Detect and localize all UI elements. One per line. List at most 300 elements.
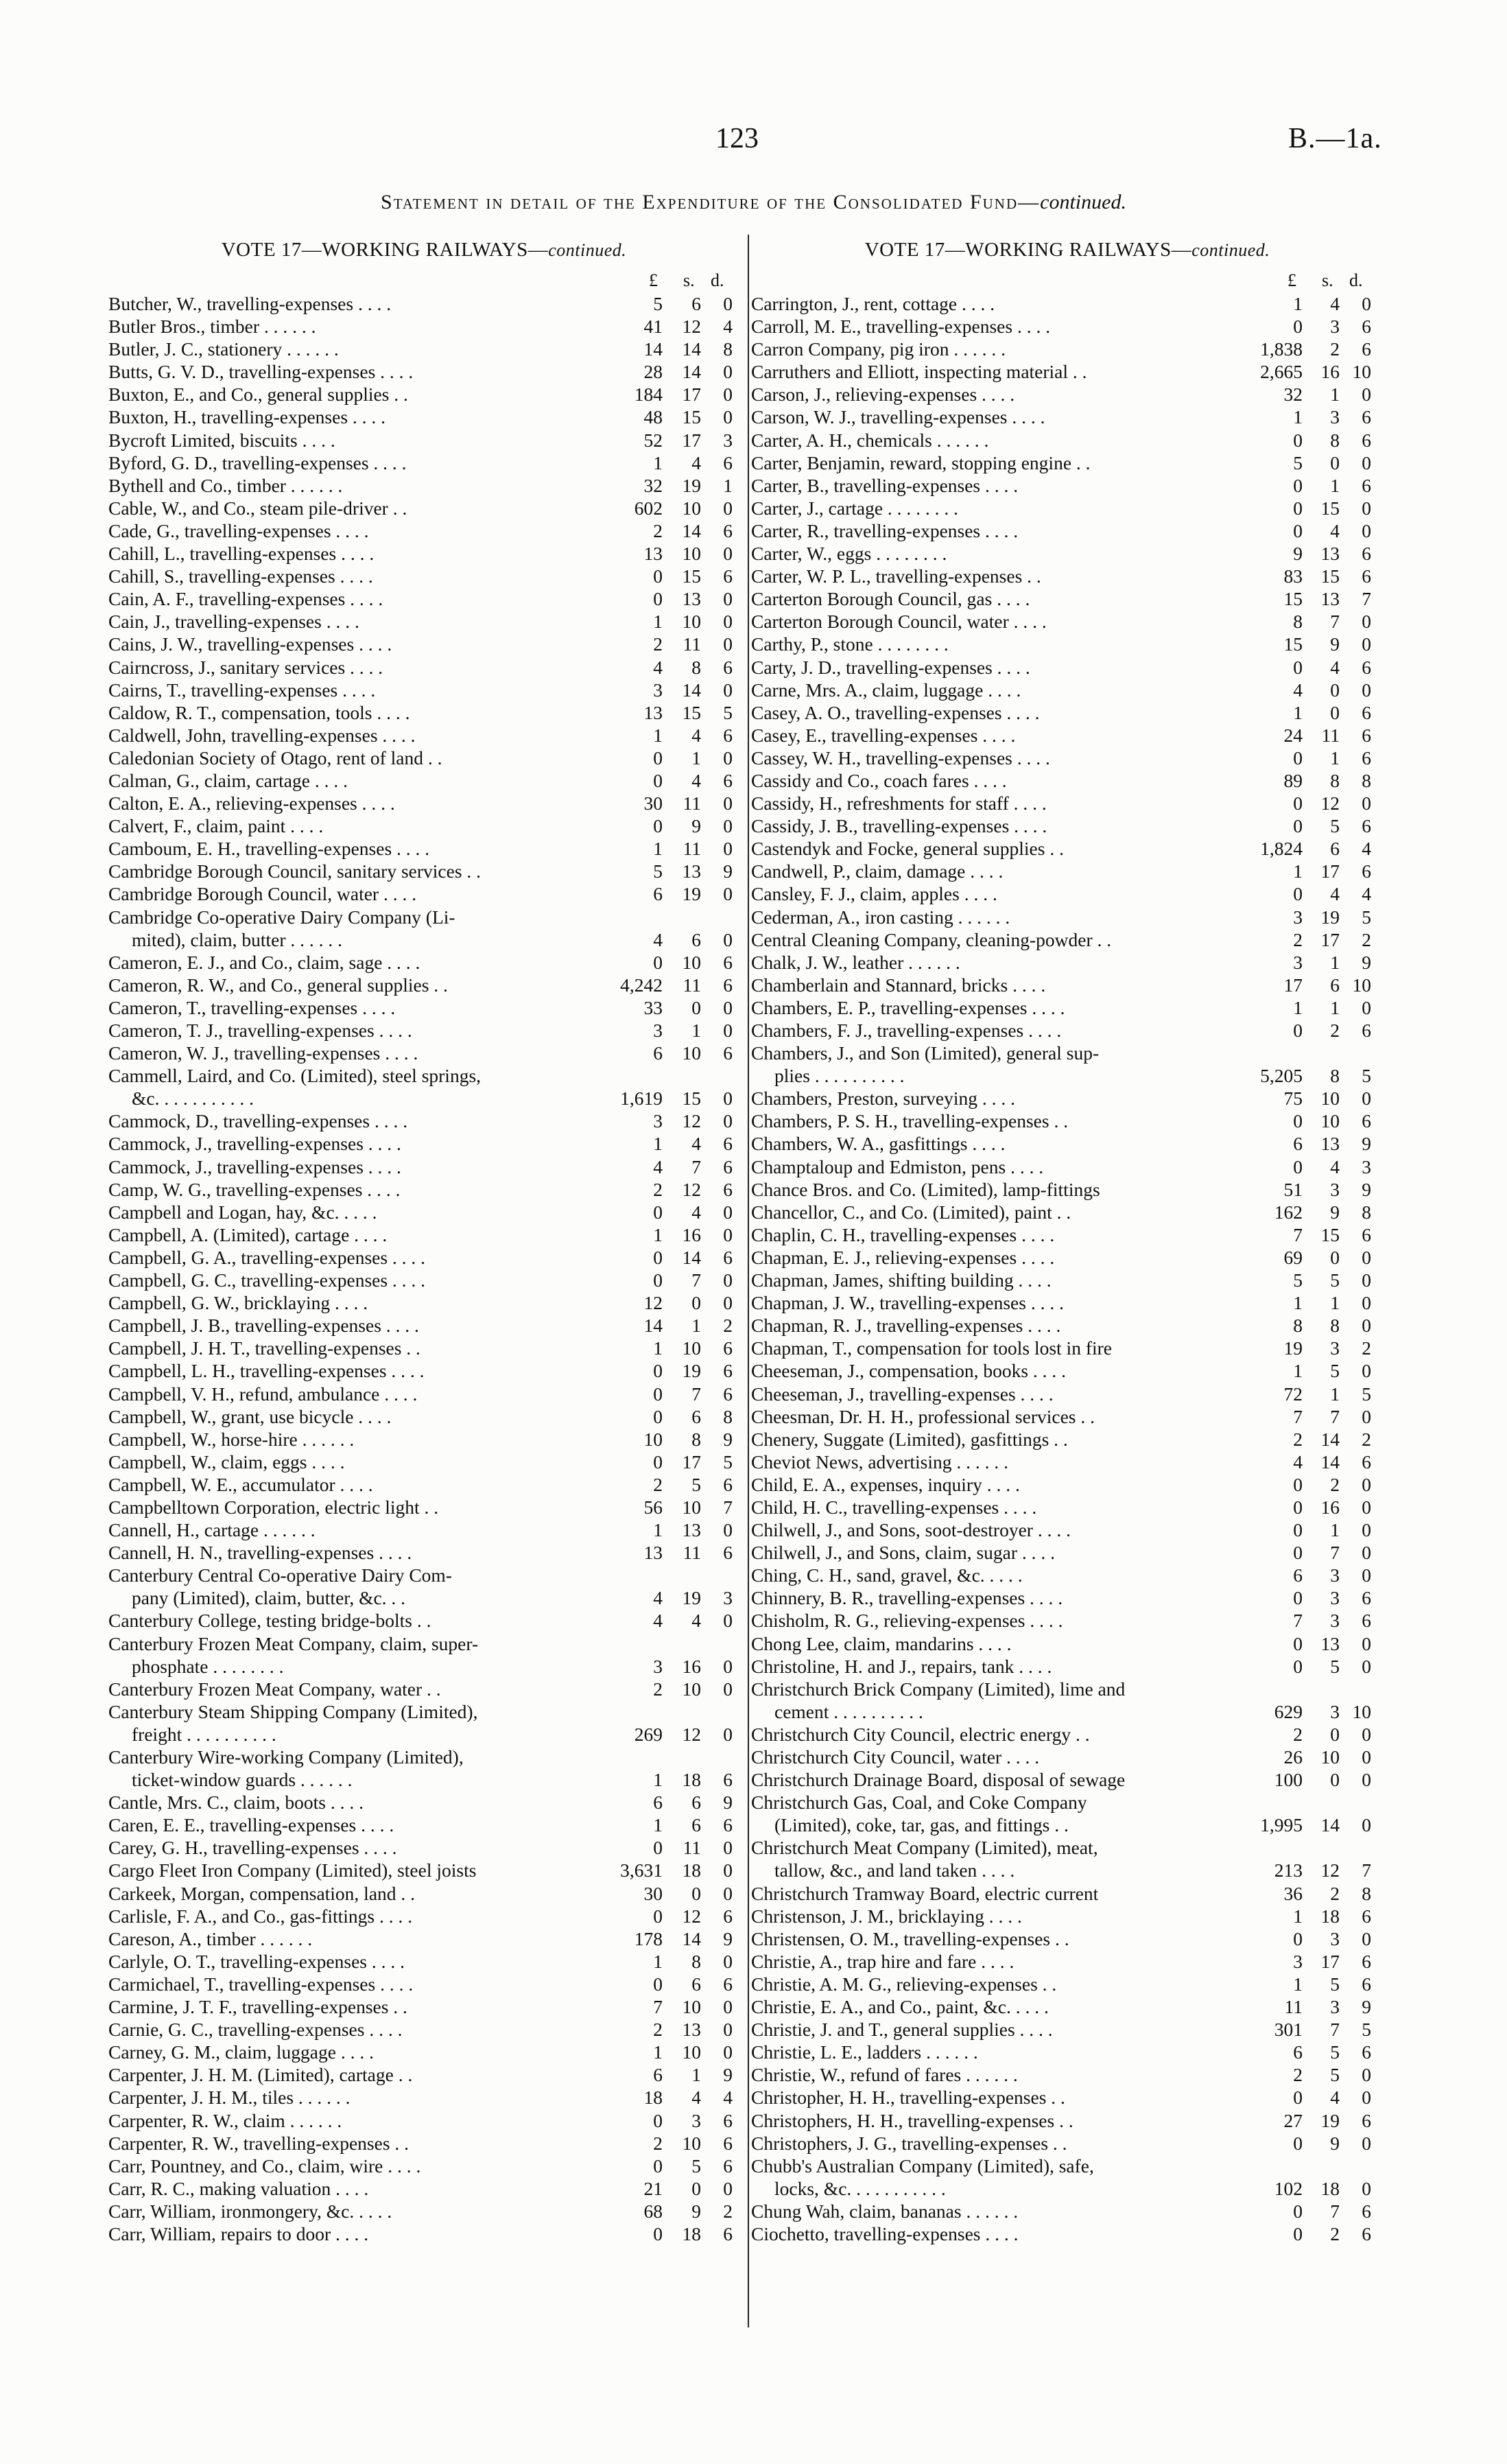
entry-shillings: 11 — [683, 793, 701, 814]
entry-shillings: 1 — [1330, 747, 1340, 768]
entry-description: Cammock, J., travelling-expenses . . . . — [108, 1133, 401, 1155]
entry-description: Byford, G. D., travelling-expenses . . . . — [108, 451, 407, 473]
entry-description: Christchurch Drainage Board, disposal of sewage — [751, 1769, 1126, 1791]
entry-shillings: 18 — [1320, 1905, 1340, 1927]
entry-row — [108, 610, 739, 633]
entry-row — [108, 1655, 739, 1678]
entry-description: Carr, William, ironmongery, &c. . . . . — [108, 2200, 392, 2222]
entry-pence: 6 — [1362, 1905, 1371, 1927]
entry-pounds: 3 — [653, 1020, 663, 1041]
entry-shillings: 4 — [1330, 519, 1340, 541]
entry-description: Chubb's Australian Company (Limited), safe, — [751, 2155, 1094, 2176]
entry-row — [108, 2086, 739, 2109]
entry-pence: 10 — [1352, 361, 1371, 383]
entry-pounds: 0 — [653, 1269, 663, 1291]
entry-row — [751, 1155, 1384, 1178]
entry-pounds: 1 — [653, 1133, 663, 1155]
entry-pounds: 3 — [653, 1110, 663, 1132]
entry-pence: 0 — [1362, 1292, 1371, 1314]
entry-pounds: 13 — [643, 1542, 663, 1564]
entry-pounds: 13 — [643, 543, 663, 565]
entry-description: pany (Limited), claim, butter, &c. . . — [132, 1587, 406, 1609]
entry-pounds: 12 — [643, 1292, 663, 1314]
entry-row — [108, 679, 739, 701]
entry-pounds: 0 — [1293, 2200, 1303, 2222]
entry-pounds: 1 — [1293, 1973, 1303, 1995]
entry-pence: 6 — [1362, 2041, 1371, 2063]
entry-row — [751, 1700, 1384, 1723]
entry-shillings: 4 — [1330, 1155, 1340, 1177]
entry-shillings: 11 — [683, 633, 701, 655]
entry-description: Carron Company, pig iron . . . . . . — [751, 338, 1006, 360]
entry-pence: 2 — [1362, 928, 1371, 950]
entry-shillings: 5 — [1330, 2064, 1340, 2086]
entry-pounds: 1 — [653, 838, 663, 860]
entry-row — [751, 1768, 1384, 1791]
entry-pence: 6 — [1362, 656, 1371, 678]
entry-pence: 6 — [723, 1360, 733, 1382]
entry-pounds: 9 — [1293, 543, 1303, 565]
entry-description: Carson, W. J., travelling-expenses . . . . — [751, 406, 1045, 428]
entry-description: Cassey, W. H., travelling-expenses . . . . — [751, 747, 1050, 768]
entry-pence: 6 — [723, 1042, 733, 1064]
entry-description: Carpenter, J. H. M. (Limited), cartage . . — [108, 2064, 413, 2086]
entry-pounds: 1 — [1293, 1292, 1303, 1314]
entry-shillings: 14 — [1320, 1451, 1340, 1472]
entry-row — [108, 974, 739, 996]
entry-row — [108, 1609, 739, 1632]
entry-description: Cheeseman, J., travelling-expenses . . . . — [751, 1383, 1054, 1405]
entry-pounds: 102 — [1274, 2177, 1303, 2199]
entry-description: Campbell, J. B., travelling-expenses . . . . — [108, 1315, 419, 1337]
entry-description: Child, H. C., travelling-expenses . . . . — [751, 1496, 1037, 1518]
entry-description: locks, &c. . . . . . . . . . . — [774, 2177, 946, 2199]
entry-description: Cassidy, J. B., travelling-expenses . . . . — [751, 815, 1047, 837]
entry-pence: 0 — [723, 1110, 733, 1132]
entry-shillings: 12 — [682, 316, 701, 338]
entry-pence: 6 — [1362, 1451, 1371, 1472]
entry-row — [108, 1042, 739, 1064]
entry-shillings: 3 — [1330, 406, 1340, 428]
entry-shillings: 3 — [1330, 1178, 1340, 1200]
entry-description: Caldwell, John, travelling-expenses . . . . — [108, 724, 416, 746]
entry-pounds: 33 — [643, 996, 663, 1018]
entry-pence: 0 — [723, 2177, 733, 2199]
entry-pence: 9 — [723, 2064, 733, 2086]
entry-shillings: 4 — [691, 1133, 701, 1155]
entry-pence: 6 — [723, 2109, 733, 2131]
entry-description: Campbell, G. C., travelling-expenses . . . . — [108, 1269, 426, 1291]
entry-pounds: 11 — [1284, 1996, 1303, 2018]
entry-description: Canterbury Central Co-operative Dairy Com- — [108, 1564, 452, 1586]
entry-pounds: 0 — [653, 1405, 663, 1427]
entry-pounds: 1 — [653, 1337, 663, 1359]
entry-pounds: 5 — [1293, 1269, 1303, 1291]
entry-row — [108, 1950, 739, 1973]
entry-pence: 6 — [1362, 474, 1371, 496]
entry-shillings: 2 — [1330, 1020, 1340, 1041]
entry-pounds: 0 — [653, 1905, 663, 1927]
entry-row — [108, 1405, 739, 1428]
entry-row — [751, 315, 1384, 338]
entry-shillings: 11 — [1321, 724, 1340, 746]
entry-description: Carrington, J., rent, cottage . . . . — [751, 293, 995, 314]
entry-pence: 4 — [1362, 838, 1371, 860]
entry-description: Campbell, V. H., refund, ambulance . . . . — [108, 1383, 418, 1405]
entry-pence: 6 — [1362, 316, 1371, 338]
entry-description: Chambers, Preston, surveying . . . . — [751, 1088, 1015, 1110]
entry-shillings: 0 — [1330, 1723, 1340, 1745]
entry-pounds: 10 — [643, 1428, 663, 1450]
entry-row — [751, 2063, 1384, 2086]
entry-description: Carty, J. D., travelling-expenses . . . . — [751, 656, 1030, 678]
entry-row — [751, 1814, 1384, 1836]
entry-pence: 6 — [1362, 724, 1371, 746]
entry-pounds: 1,995 — [1260, 1814, 1303, 1836]
entry-row — [108, 360, 739, 383]
entry-description: Castendyk and Focke, general supplies . . — [751, 838, 1064, 860]
entry-row — [108, 1814, 739, 1836]
entry-row — [108, 747, 739, 769]
entry-pence: 0 — [1362, 2132, 1371, 2154]
entry-pounds: 48 — [643, 406, 663, 428]
entry-row — [108, 292, 739, 315]
entry-description: Chambers, E. P., travelling-expenses . . . . — [751, 996, 1065, 1018]
entry-shillings: 1 — [1330, 1292, 1340, 1314]
entry-description: Cannell, H. N., travelling-expenses . . . . — [108, 1542, 412, 1564]
entry-row — [751, 542, 1384, 565]
entry-shillings: 14 — [1320, 1428, 1340, 1450]
entry-shillings: 9 — [691, 2200, 701, 2222]
entry-description: Carter, W. P. L., travelling-expenses . . — [751, 565, 1041, 587]
entry-row — [108, 1882, 739, 1905]
entry-pence: 0 — [1362, 633, 1371, 655]
entry-pounds: 0 — [1293, 429, 1303, 451]
entry-shillings: 2 — [1330, 338, 1340, 360]
entry-pounds: 4 — [653, 928, 663, 950]
entry-pence: 6 — [1362, 543, 1371, 565]
entry-pence: 8 — [1362, 1882, 1371, 1904]
entry-pence: 0 — [723, 838, 733, 860]
entry-description: Carnie, G. C., travelling-expenses . . . . — [108, 2019, 403, 2041]
entry-row — [108, 1496, 739, 1518]
entry-pence: 0 — [1362, 1473, 1371, 1495]
entry-shillings: 4 — [691, 1201, 701, 1223]
statement-continued: continued. — [1040, 191, 1126, 213]
entry-description: Cheviot News, advertising . . . . . . — [751, 1451, 1009, 1472]
entry-shillings: 4 — [691, 1610, 701, 1632]
entry-shillings: 2 — [1330, 1473, 1340, 1495]
entry-pounds: 0 — [1293, 1110, 1303, 1132]
entry-shillings: 18 — [682, 2222, 701, 2244]
entry-row — [108, 928, 739, 951]
entry-shillings: 5 — [1330, 815, 1340, 837]
entry-shillings: 14 — [682, 361, 701, 383]
entry-pence: 0 — [723, 497, 733, 519]
entry-row — [108, 1518, 739, 1541]
pence-header: d. — [1349, 270, 1363, 290]
entry-shillings: 4 — [691, 769, 701, 791]
entry-description: Buxton, E., and Co., general supplies . . — [108, 384, 408, 406]
entry-shillings: 7 — [1330, 611, 1340, 633]
entry-pence: 0 — [723, 1996, 733, 2018]
entry-row — [751, 1359, 1384, 1382]
entry-description: Butler, J. C., stationery . . . . . . — [108, 338, 339, 360]
entry-row — [108, 1269, 739, 1291]
entry-pounds: 1 — [1293, 996, 1303, 1018]
entry-row — [751, 292, 1384, 315]
vote-title: VOTE 17—WORKING RAILWAYS— — [221, 239, 549, 261]
entry-shillings: 8 — [1330, 429, 1340, 451]
entry-row — [108, 1110, 739, 1132]
entry-pence: 0 — [723, 384, 733, 406]
entry-row — [751, 1132, 1384, 1155]
entry-row — [751, 1405, 1384, 1428]
entry-pounds: 0 — [653, 1837, 663, 1859]
entry-description: Child, E. A., expenses, inquiry . . . . — [751, 1473, 1020, 1495]
entry-shillings: 19 — [682, 1360, 701, 1382]
entry-row — [751, 610, 1384, 633]
entry-row — [751, 2109, 1384, 2132]
entry-pounds: 32 — [643, 474, 663, 496]
entry-row — [751, 1314, 1384, 1337]
entry-row — [108, 542, 739, 565]
entry-shillings: 7 — [1330, 1405, 1340, 1427]
left-column — [108, 235, 739, 2245]
entry-shillings: 16 — [1320, 361, 1340, 383]
entry-pounds: 2 — [653, 1473, 663, 1495]
entry-pounds: 2 — [1293, 1723, 1303, 1745]
entry-pence: 6 — [723, 1473, 733, 1495]
entry-row — [751, 2086, 1384, 2109]
entry-description: Christophers, J. G., travelling-expenses . . — [751, 2132, 1067, 2154]
entry-shillings: 5 — [1330, 1269, 1340, 1291]
entry-row — [751, 497, 1384, 519]
entry-shillings: 3 — [1330, 1337, 1340, 1359]
entry-row — [108, 315, 739, 338]
entry-pounds: 26 — [1283, 1746, 1303, 1768]
entry-row — [751, 587, 1384, 610]
entry-row — [108, 996, 739, 1019]
entry-shillings: 6 — [691, 928, 701, 950]
entry-row — [108, 1836, 739, 1859]
entry-shillings: 0 — [1330, 679, 1340, 701]
entry-row — [108, 701, 739, 724]
entry-pounds: 30 — [643, 793, 663, 814]
entry-description: Carter, B., travelling-expenses . . . . — [751, 474, 1019, 496]
entry-shillings: 7 — [691, 1155, 701, 1177]
entry-pounds: 69 — [1283, 1246, 1303, 1268]
entry-pence: 0 — [723, 611, 733, 633]
entry-row — [108, 2109, 739, 2132]
entry-pounds: 0 — [1293, 1587, 1303, 1609]
entry-pence: 9 — [723, 860, 733, 882]
entry-pounds: 0 — [1293, 656, 1303, 678]
entry-pounds: 32 — [1283, 384, 1303, 406]
right-column — [751, 235, 1384, 2245]
entry-shillings: 4 — [1330, 883, 1340, 905]
entry-pounds: 0 — [1293, 883, 1303, 905]
entry-pounds: 1 — [653, 2041, 663, 2063]
entry-row — [108, 1451, 739, 1473]
entry-description: Cambridge Borough Council, sanitary services . . — [108, 860, 482, 882]
entry-pounds: 0 — [1293, 519, 1303, 541]
entry-pence: 0 — [723, 1519, 733, 1541]
entry-shillings: 7 — [1330, 2019, 1340, 2041]
entry-description: Cameron, R. W., and Co., general supplies . . — [108, 974, 448, 996]
entry-pounds: 21 — [643, 2177, 663, 2199]
entry-pence: 1 — [723, 474, 733, 496]
vote-continued: continued. — [1191, 240, 1270, 260]
entry-pounds: 1 — [1293, 701, 1303, 723]
entry-shillings: 1 — [691, 747, 701, 768]
entry-description: Calman, G., claim, cartage . . . . — [108, 769, 348, 791]
currency-header — [751, 265, 1384, 292]
entry-description: Christensen, O. M., travelling-expenses . . — [751, 1927, 1069, 1949]
entry-description: Christie, L. E., ladders . . . . . . — [751, 2041, 978, 2063]
entry-pence: 2 — [1362, 1337, 1371, 1359]
entry-pounds: 0 — [1293, 1473, 1303, 1495]
entry-pence: 0 — [1362, 497, 1371, 519]
entry-pounds: 75 — [1283, 1088, 1303, 1110]
entry-pounds: 27 — [1283, 2109, 1303, 2131]
entry-pounds: 1 — [653, 1950, 663, 1972]
entry-pounds: 3 — [653, 679, 663, 701]
entry-description: Campbell, G. A., travelling-expenses . . . . — [108, 1246, 426, 1268]
entry-shillings: 0 — [691, 996, 701, 1018]
entry-row — [108, 1541, 739, 1564]
entry-pence: 0 — [1362, 1927, 1371, 1949]
entry-pence: 4 — [723, 2087, 733, 2109]
entry-shillings: 13 — [682, 860, 701, 882]
entry-pounds: 41 — [643, 316, 663, 338]
entry-shillings: 3 — [1330, 1700, 1340, 1722]
entry-pence: 0 — [1362, 611, 1371, 633]
entry-description: Christie, A., trap hire and fare . . . . — [751, 1950, 1014, 1972]
vote-continued: continued. — [548, 240, 627, 260]
entry-description: Chong Lee, claim, mandarins . . . . — [751, 1632, 1012, 1654]
entry-row — [751, 2200, 1384, 2222]
entry-pence: 6 — [723, 519, 733, 541]
entry-shillings: 11 — [683, 838, 701, 860]
entry-description: Chambers, J., and Son (Limited), general sup- — [751, 1042, 1100, 1064]
entry-pounds: 3 — [1293, 951, 1303, 973]
entry-shillings: 5 — [1330, 1360, 1340, 1382]
entry-pounds: 1 — [653, 1769, 663, 1791]
entry-pence: 0 — [723, 679, 733, 701]
entry-description: Christenson, J. M., bricklaying . . . . — [751, 1905, 1022, 1927]
entry-pounds: 4 — [1293, 679, 1303, 701]
entry-description: (Limited), coke, tar, gas, and fittings . . — [774, 1814, 1069, 1836]
entry-pounds: 213 — [1274, 1859, 1303, 1881]
pounds-header: £ — [1288, 270, 1296, 290]
entry-row — [108, 2018, 739, 2041]
entry-shillings: 3 — [1330, 316, 1340, 338]
entry-description: Cheeseman, J., compensation, books . . . . — [751, 1360, 1067, 1382]
entry-shillings: 11 — [683, 1542, 701, 1564]
entry-shillings: 6 — [691, 1814, 701, 1836]
entry-pounds: 1 — [1293, 1360, 1303, 1382]
entry-pence: 6 — [723, 2155, 733, 2176]
entry-shillings: 13 — [1320, 1133, 1340, 1155]
page-number: 123 — [715, 123, 759, 154]
entry-pounds: 0 — [1293, 2222, 1303, 2244]
entry-shillings: 3 — [1330, 1996, 1340, 2018]
entry-row — [108, 1700, 739, 1723]
entry-pence: 7 — [1362, 1859, 1371, 1881]
entry-pounds: 0 — [653, 2222, 663, 2244]
entry-description: Careson, A., timber . . . . . . — [108, 1927, 313, 1949]
entry-pence: 0 — [1362, 1814, 1371, 1836]
entry-pounds: 0 — [653, 1451, 663, 1472]
entry-pence: 6 — [1362, 338, 1371, 360]
entry-row — [108, 1359, 739, 1382]
entry-pence: 0 — [723, 1678, 733, 1700]
entry-pence: 8 — [723, 1405, 733, 1427]
entry-shillings: 10 — [682, 951, 701, 973]
entry-pounds: 1 — [653, 1814, 663, 1836]
entry-pounds: 0 — [653, 747, 663, 768]
entry-pounds: 1,619 — [620, 1088, 663, 1110]
entry-description: Cains, J. W., travelling-expenses . . . . — [108, 633, 392, 655]
entry-pence: 0 — [1362, 1088, 1371, 1110]
entry-shillings: 0 — [1330, 451, 1340, 473]
entry-pounds: 5,205 — [1260, 1065, 1303, 1087]
entry-pounds: 28 — [643, 361, 663, 383]
entry-description: Carr, R. C., making valuation . . . . — [108, 2177, 369, 2199]
entry-shillings: 5 — [691, 1473, 701, 1495]
entry-description: Cairncross, J., sanitary services . . . . — [108, 656, 383, 678]
entry-pence: 0 — [1362, 1632, 1371, 1654]
entry-shillings: 17 — [682, 384, 701, 406]
entry-row — [108, 2155, 739, 2177]
entry-pounds: 7 — [1293, 1223, 1303, 1245]
entry-pence: 6 — [1362, 1020, 1371, 1041]
entry-pounds: 4 — [653, 1155, 663, 1177]
entry-description: Chung Wah, claim, bananas . . . . . . — [751, 2200, 1019, 2222]
entry-pounds: 7 — [1293, 1405, 1303, 1427]
entry-shillings: 15 — [1320, 497, 1340, 519]
entry-shillings: 5 — [1330, 1973, 1340, 1995]
entry-description: Carmine, J. T. F., travelling-expenses . . — [108, 1996, 407, 2018]
entry-pounds: 1 — [1293, 1905, 1303, 1927]
entry-row — [751, 633, 1384, 655]
vote-heading — [751, 235, 1384, 265]
entry-shillings: 3 — [1330, 1927, 1340, 1949]
entry-row — [751, 1064, 1384, 1087]
entry-description: Christchurch Gas, Coal, and Coke Company — [751, 1792, 1087, 1814]
entry-pence: 0 — [1362, 293, 1371, 314]
entry-row — [751, 1201, 1384, 1223]
entry-shillings: 15 — [682, 565, 701, 587]
entry-shillings: 16 — [1320, 1496, 1340, 1518]
entry-pounds: 269 — [634, 1723, 663, 1745]
entry-shillings: 19 — [1320, 906, 1340, 928]
entry-pounds: 184 — [634, 384, 663, 406]
entry-pence: 6 — [723, 656, 733, 678]
entry-description: phosphate . . . . . . . . — [132, 1655, 284, 1677]
entry-pence: 6 — [723, 1155, 733, 1177]
entry-pounds: 0 — [1293, 1655, 1303, 1677]
entry-pence: 6 — [723, 2222, 733, 2244]
entry-shillings: 9 — [691, 815, 701, 837]
entry-description: ticket-window guards . . . . . . — [132, 1769, 353, 1791]
entry-pence: 5 — [1362, 1383, 1371, 1405]
entry-description: Chisholm, R. G., relieving-expenses . . . . — [751, 1610, 1063, 1632]
entry-shillings: 10 — [682, 2041, 701, 2063]
entry-pence: 8 — [1362, 769, 1371, 791]
entry-pounds: 17 — [1283, 974, 1303, 996]
